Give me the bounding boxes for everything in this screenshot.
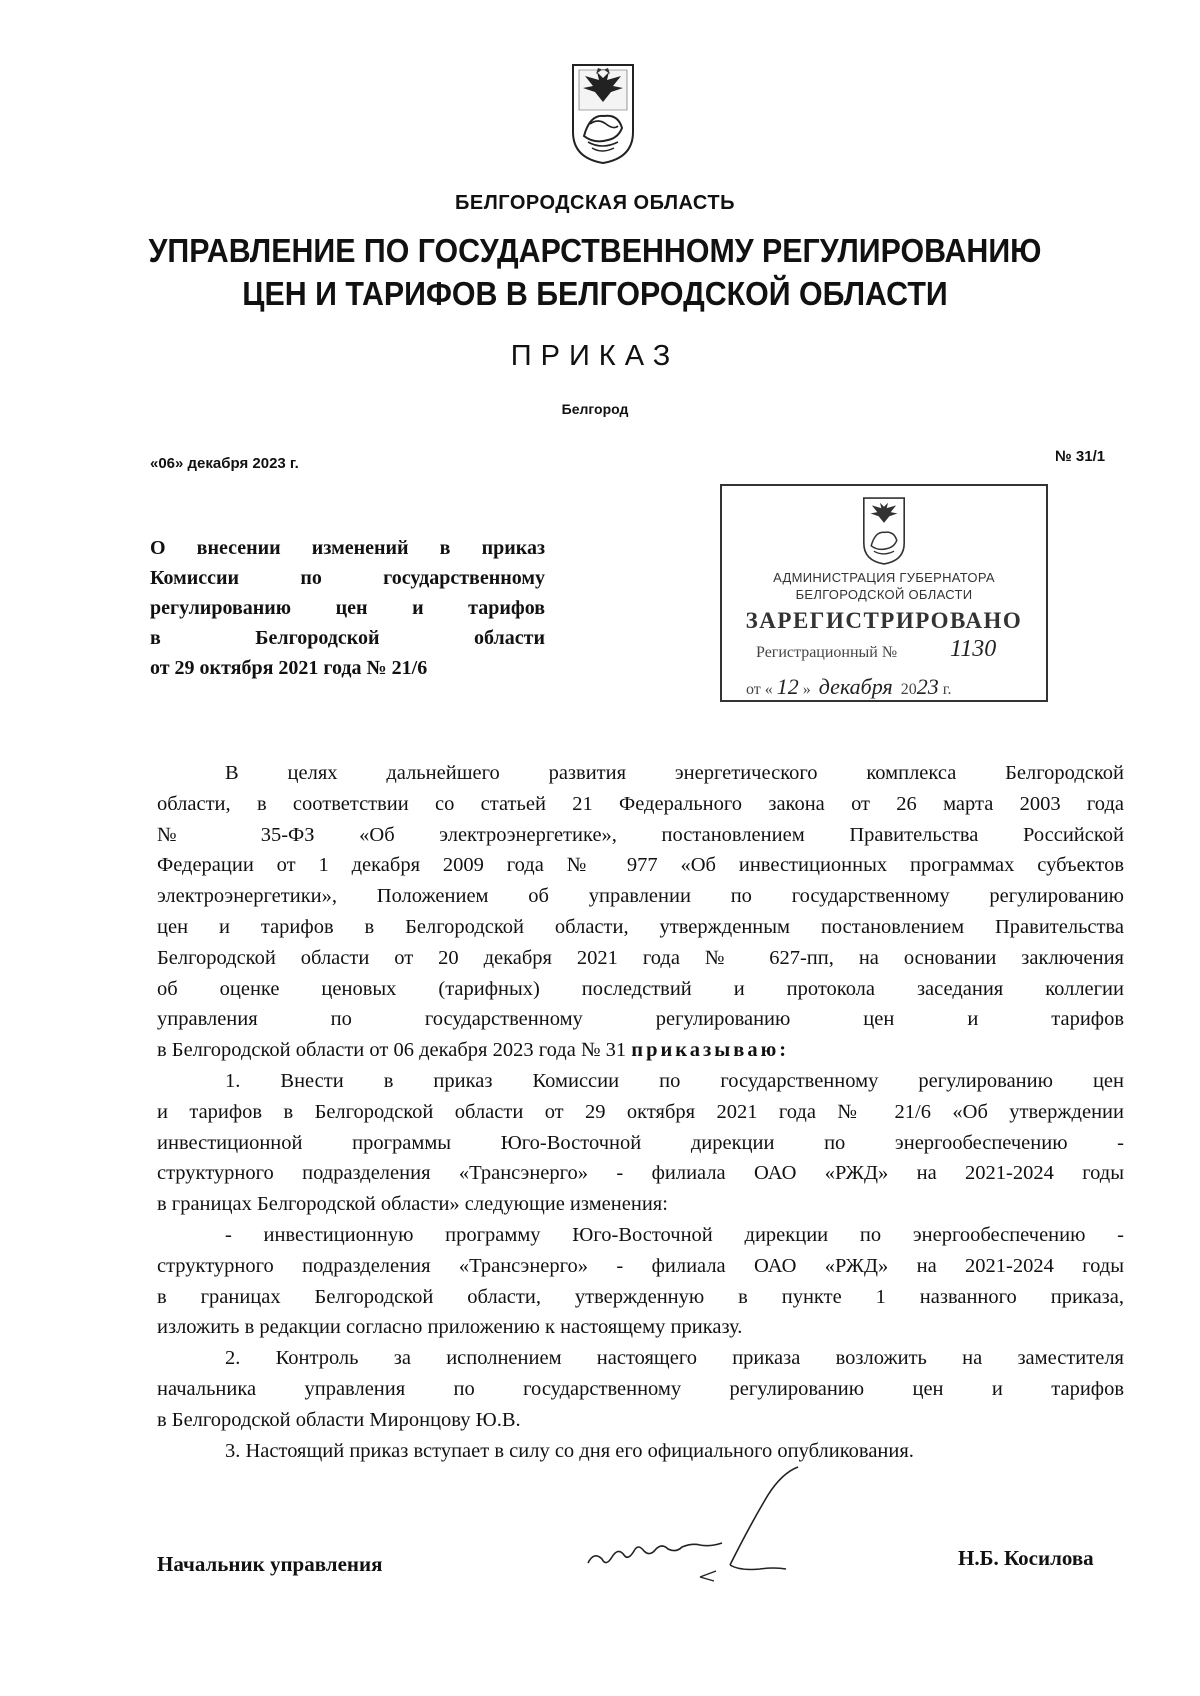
subject-line: от 29 октября 2021 года № 21/6	[150, 657, 428, 679]
belgorod-coat-of-arms-icon	[570, 62, 636, 166]
body-line: № 35-ФЗ «Об электроэнергетике», постановлением Правительства Российской	[157, 823, 1124, 846]
stamp-reg-label: Регистрационный №	[756, 644, 898, 661]
body-line: 3. Настоящий приказ вступает в силу со дня его официального опубликования.	[225, 1439, 914, 1462]
body-line: в границах Белгородской области, утвержденную в пункте 1 названного приказа,	[157, 1285, 1124, 1308]
body-line: управления по государственному регулированию цен и тарифов	[157, 1008, 1124, 1031]
body-line: области, в соответствии со статьей 21 Федерального закона от 26 марта 2003 года	[157, 792, 1124, 815]
stamp-from: от «	[746, 681, 773, 698]
body-line: 2. Контроль за исполнением настоящего приказа возложить на заместителя	[225, 1347, 1124, 1370]
document-date: «06» декабря 2023 г.	[150, 455, 299, 472]
subject-line: О внесении изменений в приказ	[150, 537, 545, 559]
body-line: структурного подразделения «Трансэнерго» - филиала ОАО «РЖД» на 2021-2024 годы	[157, 1254, 1124, 1277]
stamp-line-2: БЕЛГОРОДСКОЙ ОБЛАСТИ	[795, 587, 973, 602]
document-type: ПРИКАЗ	[510, 340, 680, 372]
stamp-reg-number: 1130	[950, 636, 997, 662]
document-subject	[150, 533, 545, 683]
signatory-name: Н.Б. Косилова	[958, 1546, 1094, 1570]
registration-stamp	[720, 484, 1048, 702]
body-line: В целях дальнейшего развития энергетического комплекса Белгородской	[225, 762, 1124, 784]
stamp-coat-of-arms-icon	[861, 496, 907, 566]
organization-title-line-2: ЦЕН И ТАРИФОВ В БЕЛГОРОДСКОЙ ОБЛАСТИ	[242, 275, 948, 312]
region-title: БЕЛГОРОДСКАЯ ОБЛАСТЬ	[455, 192, 735, 214]
stamp-year-prefix: 20	[900, 681, 917, 698]
body-line: в границах Белгородской области» следующие изменения:	[157, 1193, 668, 1216]
body-line: изложить в редакции согласно приложению к настоящему приказу.	[157, 1316, 743, 1339]
stamp-day: 12	[776, 674, 799, 699]
body-line: - инвестиционную программу Юго-Восточной дирекции по энергообеспечению -	[225, 1223, 1124, 1246]
body-line: цен и тарифов в Белгородской области, утвержденным постановлением Правительства	[157, 915, 1124, 938]
body-line: Федерации от 1 декабря 2009 года № 977 «Об инвестиционных программах субъектов	[157, 854, 1124, 877]
body-line: и тарифов в Белгородской области от 29 октября 2021 года № 21/6 «Об утверждении	[157, 1100, 1124, 1123]
body-line-prefix: в Белгородской области от 06 декабря 2023 года № 31	[157, 1039, 627, 1062]
stamp-quote: »	[802, 681, 811, 698]
signatory-title: Начальник управления	[157, 1552, 383, 1576]
body-line: электроэнергетики», Положением об управлении по государственному регулированию	[157, 885, 1124, 908]
body-line: инвестиционной программы Юго-Восточной дирекции по энергообеспечению -	[157, 1131, 1124, 1154]
stamp-date	[746, 674, 951, 700]
body-line	[157, 1035, 1124, 1066]
stamp-year-end: г.	[942, 681, 952, 698]
body-line: начальника управления по государственному регулированию цен и тарифов	[157, 1377, 1124, 1400]
organization-title-line-1: УПРАВЛЕНИЕ ПО ГОСУДАРСТВЕННОМУ РЕГУЛИРОВАНИЮ	[148, 232, 1042, 269]
handwritten-signature-icon	[580, 1455, 820, 1585]
subject-line: в Белгородской области	[150, 627, 545, 649]
subject-line: Комиссии по государственному	[150, 567, 545, 589]
subject-line: регулированию цен и тарифов	[150, 597, 545, 619]
city: Белгород	[561, 401, 629, 417]
body-line: Белгородской области от 20 декабря 2021 года № 627-пп, на основании заключения	[157, 946, 1124, 969]
stamp-year-suffix: 23	[916, 674, 939, 699]
document-number: № 31/1	[1055, 448, 1106, 465]
stamp-line-1: АДМИНИСТРАЦИЯ ГУБЕРНАТОРА	[773, 570, 995, 585]
stamp-month: декабря	[818, 674, 893, 699]
body-line: об оценке ценовых (тарифных) последствий и протокола заседания коллегии	[157, 977, 1124, 1000]
order-verb: приказываю:	[631, 1039, 790, 1062]
document-body	[157, 758, 1124, 1466]
body-line: в Белгородской области Миронцову Ю.В.	[157, 1408, 521, 1431]
body-line: структурного подразделения «Трансэнерго» - филиала ОАО «РЖД» на 2021-2024 годы	[157, 1162, 1124, 1185]
stamp-registered: ЗАРЕГИСТРИРОВАНО	[745, 608, 1023, 633]
body-line: 1. Внести в приказ Комиссии по государственному регулированию цен	[225, 1069, 1124, 1092]
